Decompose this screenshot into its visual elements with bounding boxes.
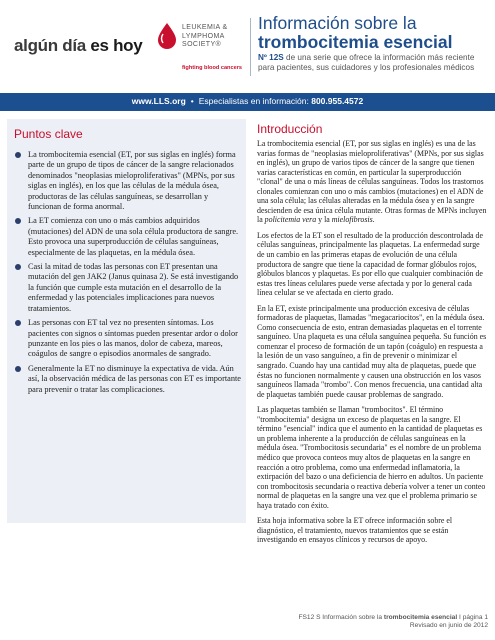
key-point-text: Las personas con ET tal vez no presenten síntomas. Los pacientes con signos o síntomas pueden presentar ardor o dolor punzante en los pies o las manos, dolor de cabeza, mareos, coágulos de sangre o episodios anormales de sangrado. xyxy=(28,318,238,359)
org-reg: ® xyxy=(215,41,222,49)
key-point-text: La ET comienza con uno o más cambios adquiridos (mutaciones) del ADN de una sola célula productora de sangre. Esto provoca una superproducción de células sanguíneas, especialmente de las plaquetas, en la médula ósea. xyxy=(28,216,239,257)
key-point-text: Generalmente la ET no disminuye la expectativa de vida. Aún así, la observación médica de las personas con ET es importante para prevenir o tratar las complicaciones. xyxy=(28,363,241,394)
key-point-item xyxy=(15,150,241,212)
key-points-heading: Puntos clave xyxy=(14,127,83,141)
bullet-icon xyxy=(15,264,21,270)
intro-paragraph-3: En la ET, existe principalmente una producción excesiva de células formadoras de plaquetas, llamadas "megacariocitos", en la médula ósea. Como consecuencia de esto, entran demasiadas plaquetas en el torrente sanguíneo. Una plaqueta es una célula sanguínea pequeña. Su función es comenzar el proceso de formación de un tapón (coágulo) en respuesta a la lesión de un vaso sanguíneo, a fin de prevenir o minimizar el sangrado. Cuando hay una cantidad muy alta de plaquetas, puede que éstas no funcionen normalmente y causen una obstrucción en los vasos sanguíneos llamada "trombo". Con menos frecuencia, una cantidad alta de plaquetas también puede causar problemas de sangrado. xyxy=(257,303,487,399)
footer-revised: Revisado en junio de 2012 xyxy=(409,622,488,629)
key-point-item xyxy=(15,364,241,395)
intro-p1-em2: mielofibrosis xyxy=(331,215,373,225)
page-title xyxy=(258,14,488,52)
brand-slogan xyxy=(14,36,142,56)
intro-p1-a: La trombocitemia esencial (ET, por sus siglas en inglés) es una de las varias formas de "neoplasias mieloproliferativas" (MPNs, por sus siglas en inglés), un grupo de varios tipos de cáncer de la sangre que tienen varias características en común, en particular la superproducción "clonal" de una o más líneas de células sanguíneas. Todos los trastornos clonales comienzan con uno o más cambios (mutaciones) en el ADN de una sola célula; las células alteradas en la médula ósea y en la sangre descienden de esa única célula mutante. Otras formas de MPNs incluyen la xyxy=(257,139,487,225)
intro-paragraph-2: Los efectos de la ET son el resultado de la producción descontrolada de células sanguíneas, principalmente las plaquetas. La enfermedad surge de un cambio en las primeras etapas de evolución de una célula productora de sangre que tiene la capacidad de formar glóbulos rojos, glóbulos blancos y plaquetas. Es por ello que cualquier combinación de estas tres líneas celulares puede verse afectada y por lo general cada línea celular se ve afectada en cierto grado. xyxy=(257,230,483,298)
bullet-icon xyxy=(15,152,21,158)
org-line1: LEUKEMIA & xyxy=(182,24,228,31)
page-footer xyxy=(230,614,488,630)
header-divider xyxy=(250,18,251,76)
brand-part2: es hoy xyxy=(90,36,143,55)
lls-drop-icon xyxy=(156,22,178,50)
bullet-icon xyxy=(15,218,21,224)
contact-separator: • xyxy=(190,96,194,106)
key-point-item xyxy=(15,262,241,314)
intro-p1-b: y la xyxy=(316,215,332,225)
subtitle-text: de una serie que ofrece la información más reciente para pacientes, sus cuidadores y los profesionales médicos xyxy=(258,53,475,72)
key-point-item xyxy=(15,216,241,258)
contact-bar-text xyxy=(0,96,495,106)
intro-p1-c: . xyxy=(372,215,375,225)
brand-part1: algún día xyxy=(14,36,91,55)
org-line3-wrap xyxy=(182,41,228,50)
title-line2: trombocitemia esencial xyxy=(258,32,453,52)
intro-paragraph-5: Esta hoja informativa sobre la ET ofrece información sobre el diagnóstico, el tratamiento, nuevos tratamientos que se están investigando en ensayos clínicos y recursos de apoyo. xyxy=(257,516,453,545)
contact-label: Especialistas en información: xyxy=(198,96,312,106)
intro-paragraph-1 xyxy=(257,139,487,225)
org-tagline: fighting blood cancers xyxy=(182,65,242,71)
subtitle-number: Nº 12S xyxy=(258,53,284,62)
footer-prefix: FS12 S Información sobre la xyxy=(298,614,384,621)
key-point-text: La trombocitemia esencial (ET, por sus siglas en inglés) forma parte de un grupo de tipos de cáncer de la sangre relacionados denominados "neoplasias mieloproliferativas" (MPNs, por sus siglas en inglés), en los que las células de la médula ósea, productoras de las células sanguíneas, se desarrollan y funcionan de forma anormal. xyxy=(28,150,236,212)
key-point-item xyxy=(15,318,241,360)
intro-paragraph-4: Las plaquetas también se llaman "trombocitos". El término "trombocitemia" designa un exceso de plaquetas en la sangre. El término "esencial" indica que el aumento en la cantidad de plaquetas es un problema inherente a la producción de células sanguíneas en la médula ósea. "Trombocitosis secundaria" es el nombre de un problema médico que provoca conteos muy altos de plaquetas en la sangre en reacción a otro problema, como una enfermedad inflamatoria, la extirpación del bazo o una deficiencia de hierro en adultos. Un paciente con trombocitosis secundaria o reactiva debería volver a tener un conteo normal de plaquetas en la sangre una vez que el problema primario se haya tratado con éxito. xyxy=(257,405,486,510)
footer-line1 xyxy=(230,614,488,622)
org-line3: SOCIETY xyxy=(182,41,216,49)
lls-wordmark xyxy=(182,24,228,50)
org-line2: LYMPHOMA xyxy=(182,32,225,40)
intro-p1-em1: policitemia vera xyxy=(264,215,317,225)
footer-page: página 1 xyxy=(462,614,488,621)
title-line1: Información sobre la xyxy=(258,13,417,33)
bullet-icon xyxy=(15,366,21,372)
website-link[interactable]: www.LLS.org xyxy=(131,96,186,106)
header xyxy=(0,0,495,90)
key-point-text: Casi la mitad de todas las personas con ET presentan una mutación del gen JAK2 (Janus quinasa 2). Se está investigando la función que cumple esta mutación en el desarrollo de la enfermedad y las potenciales implicaciones para nuevos tratamientos. xyxy=(28,262,239,313)
phone-number[interactable]: 800.955.4572 xyxy=(311,96,364,106)
footer-sep: I xyxy=(457,614,463,621)
lls-logo[interactable] xyxy=(156,22,242,76)
contact-bar xyxy=(0,93,495,111)
intro-heading: Introducción xyxy=(257,122,323,136)
footer-bold: trombocitemia esencial xyxy=(383,614,458,621)
introduction-section xyxy=(257,119,487,551)
page-subtitle xyxy=(258,53,490,72)
bullet-icon xyxy=(15,320,21,326)
key-points-list xyxy=(15,150,241,399)
key-points-box xyxy=(7,119,246,523)
